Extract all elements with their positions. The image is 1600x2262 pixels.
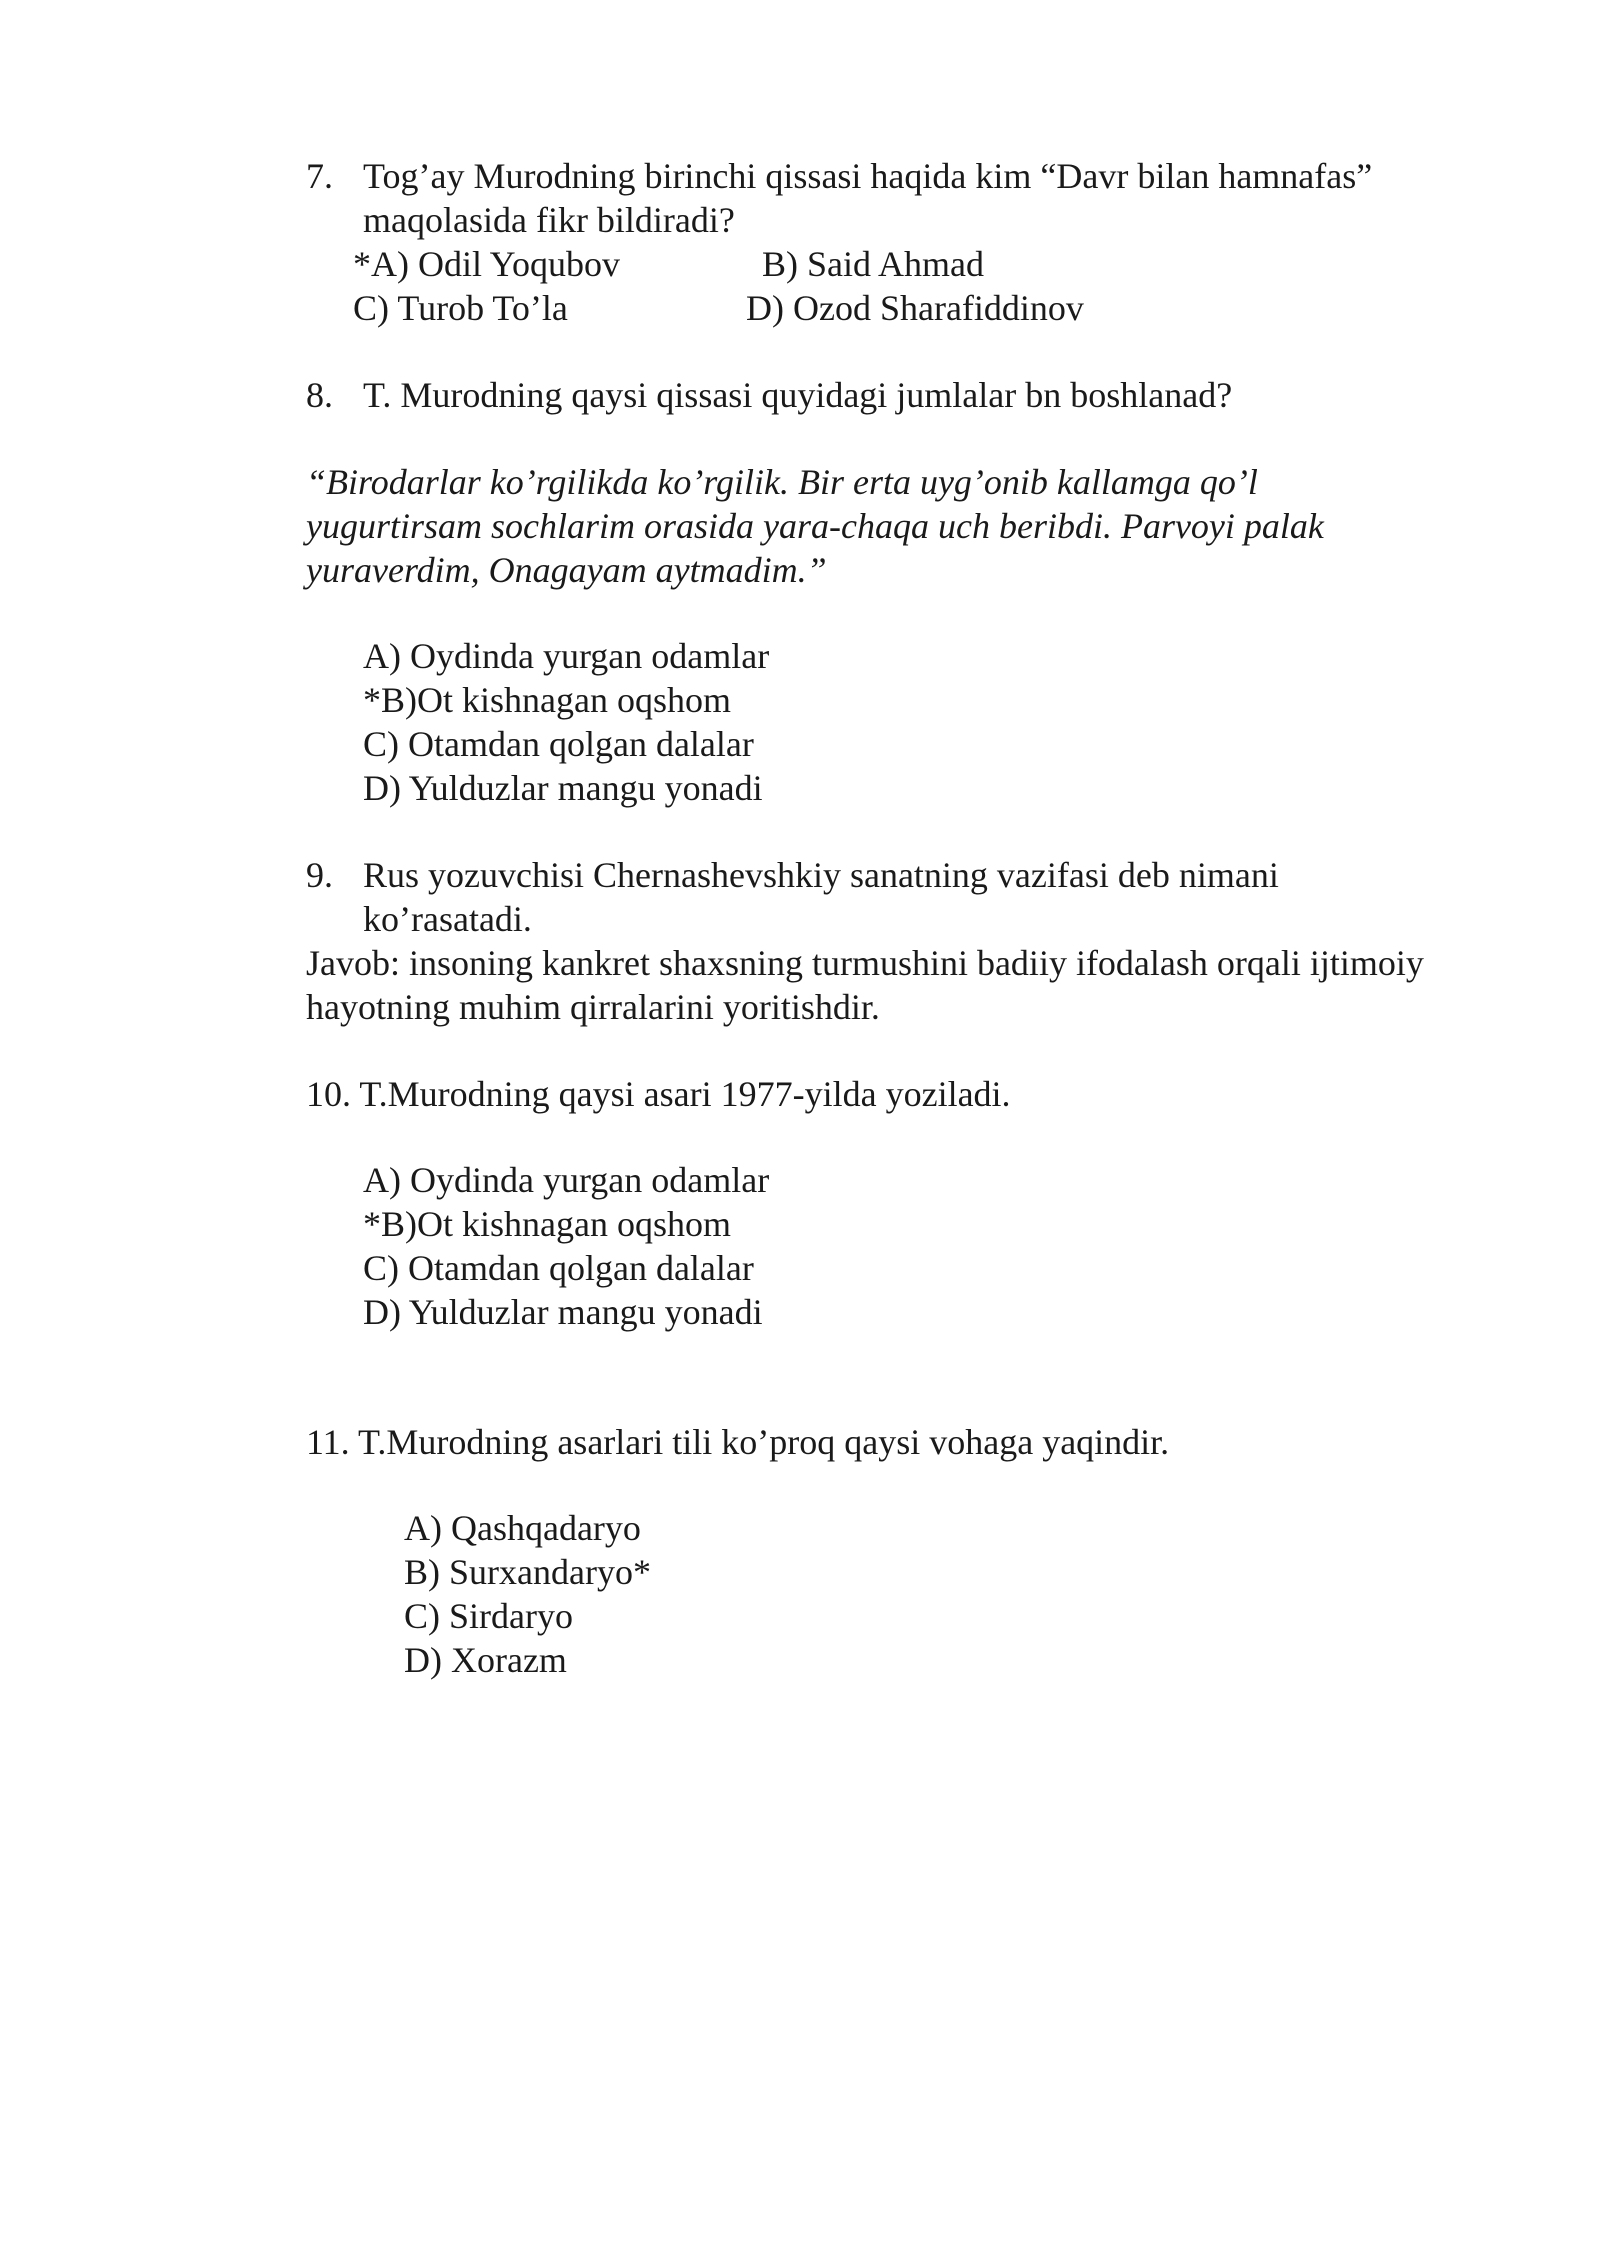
question-text: Rus yozuvchisi Chernashevshkiy sanatning vazifasi deb nimani <box>363 855 1279 895</box>
quote-text: “Birodarlar ko’rgilikda ko’rgilik. Bir erta uyg’onib kallamga qo’l <box>306 462 1258 502</box>
answer-option: D) Xorazm <box>404 1640 567 1680</box>
question-text: ko’rasatadi. <box>363 899 532 939</box>
answer-option: C) Turob To’la <box>353 288 568 328</box>
answer-option: A) Qashqadaryo <box>404 1508 641 1548</box>
quote-text: yugurtirsam sochlarim orasida yara-chaqa uch beribdi. Parvoyi palak <box>306 506 1324 546</box>
answer-option: *A) Odil Yoqubov <box>353 244 621 284</box>
question-number: 7. <box>306 156 333 196</box>
question-number: 9. <box>306 855 333 895</box>
question-number: 8. <box>306 375 333 415</box>
question-text: maqolasida fikr bildiradi? <box>363 200 735 240</box>
answer-option: D) Yulduzlar mangu yonadi <box>363 768 763 808</box>
quote-text: yuraverdim, Onagayam aytmadim.” <box>306 550 827 590</box>
answer-option: C) Otamdan qolgan dalalar <box>363 724 754 764</box>
answer-option: B) Surxandaryo* <box>404 1552 651 1592</box>
answer-option: B) Said Ahmad <box>762 244 984 284</box>
answer-option: A) Oydinda yurgan odamlar <box>363 636 770 676</box>
answer-text: Javob: insoning kankret shaxsning turmushini badiiy ifodalash orqali ijtimoiy <box>306 943 1424 983</box>
answer-option: C) Sirdaryo <box>404 1596 573 1636</box>
answer-text: hayotning muhim qirralarini yoritishdir. <box>306 987 880 1027</box>
answer-option: A) Oydinda yurgan odamlar <box>363 1160 770 1200</box>
question-text: 11. T.Murodning asarlari tili ko’proq qaysi vohaga yaqindir. <box>306 1422 1170 1462</box>
answer-option: C) Otamdan qolgan dalalar <box>363 1248 754 1288</box>
question-text: 10. T.Murodning qaysi asari 1977-yilda yoziladi. <box>306 1074 1011 1114</box>
question-text: T. Murodning qaysi qissasi quyidagi jumlalar bn boshlanad? <box>363 375 1233 415</box>
answer-option: *B)Ot kishnagan oqshom <box>363 1204 731 1244</box>
answer-option: D) Ozod Sharafiddinov <box>746 288 1084 328</box>
answer-option: *B)Ot kishnagan oqshom <box>363 680 731 720</box>
question-text: Tog’ay Murodning birinchi qissasi haqida kim “Davr bilan hamnafas” <box>363 156 1373 196</box>
answer-option: D) Yulduzlar mangu yonadi <box>363 1292 763 1332</box>
